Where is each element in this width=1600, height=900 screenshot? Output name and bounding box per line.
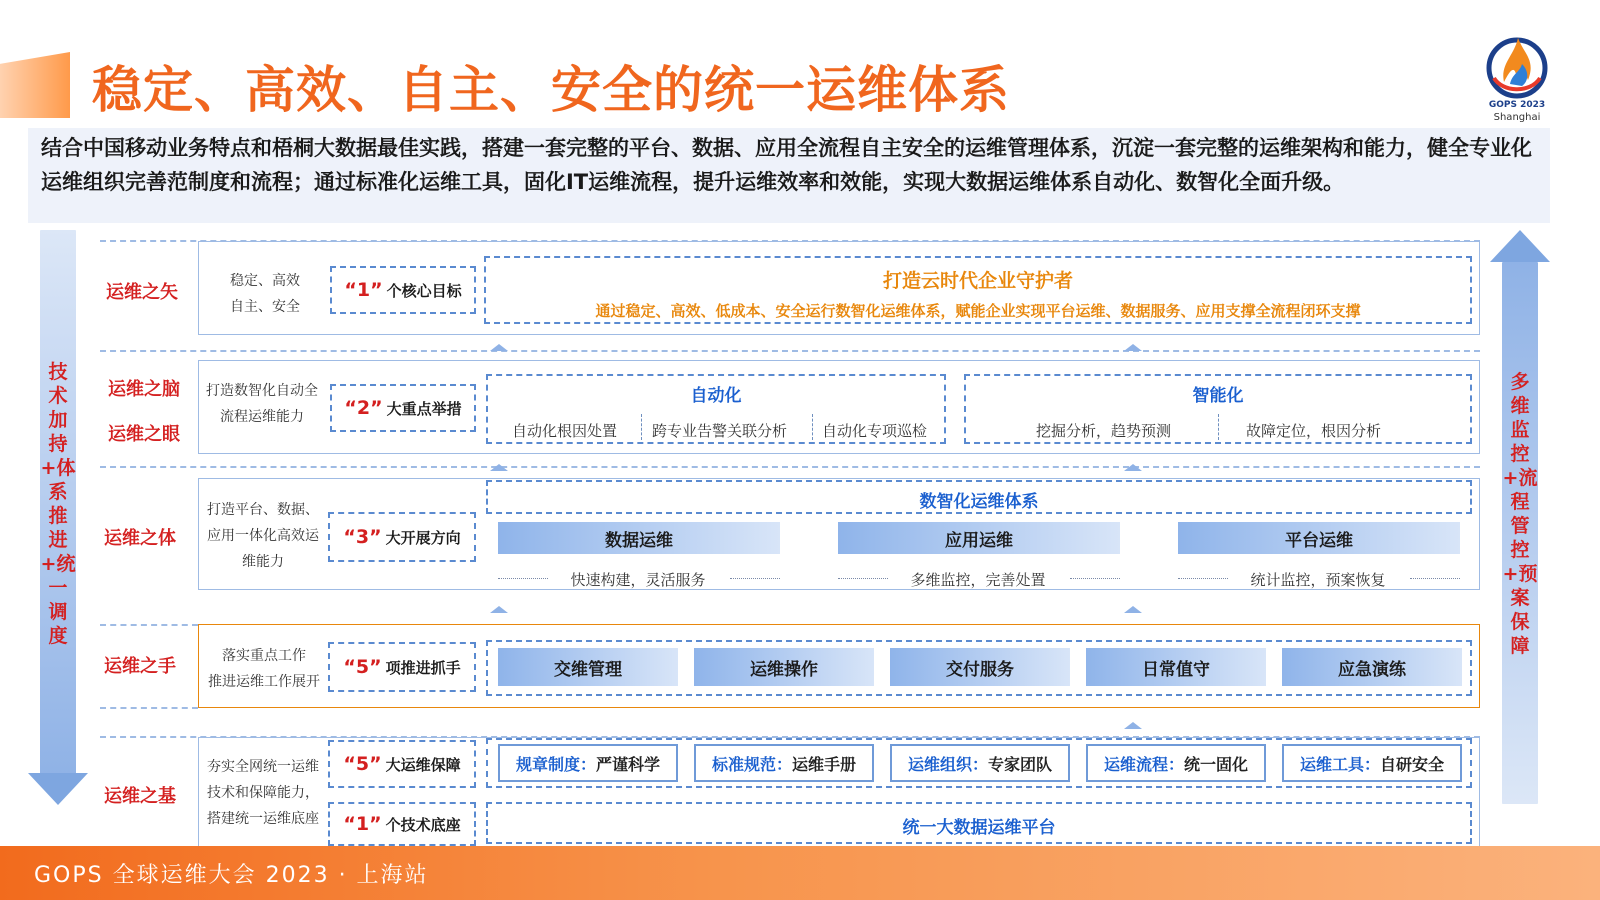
row1-key-number: “1”: [344, 279, 383, 301]
row2-label-eye: 运维之眼: [108, 424, 180, 445]
row5-label: 运维之基: [104, 786, 176, 807]
row2-desc-1: 打造数智化自动全: [206, 383, 318, 399]
row4-key-box: [328, 642, 476, 692]
row5-desc-3: 搭建统一运维底座: [207, 811, 319, 827]
row1-key-text: 个核心目标: [386, 281, 462, 300]
row1-desc-1: 稳定、高效: [230, 273, 300, 289]
dotted-line: [1178, 578, 1228, 579]
row5-key1-box: [328, 740, 476, 788]
pillar-standards: [694, 744, 874, 782]
pillar-colon: ：: [1363, 754, 1380, 774]
dotted-line: [498, 578, 548, 579]
row3-top-line: [100, 466, 1480, 468]
row4-desc-2: 推进运维工作展开: [208, 674, 320, 690]
right-arrow-head: [1490, 230, 1550, 262]
row5-desc-1: 夯实全网统一运维: [207, 759, 319, 775]
row3-label: 运维之体: [104, 528, 176, 549]
dotted-line: [1070, 578, 1120, 579]
left-arrow-head: [28, 773, 88, 805]
item-drill: 应急演练: [1282, 648, 1462, 686]
intro-paragraph: 结合中国移动业务特点和梧桐大数据最佳实践，搭建一套完整的平台、数据、应用全流程自主安全的运维管理体系，沉淀一套完整的运维架构和能力，健全专业化运维组织完善范制度和流程；通过标准化运维工具，固化IT运维流程，提升运维效率和效能，实现大数据运维体系自动化、数智化全面升级。: [28, 128, 1550, 223]
row3-key-box: [328, 512, 476, 562]
column-desc: 快速构建，灵活服务: [570, 571, 706, 589]
column-desc: 统计监控，预案恢复: [1250, 571, 1386, 589]
row4-key-text: 项推进抓手: [385, 658, 461, 677]
title-accent-bar: [0, 52, 70, 118]
item-handover: 交维管理: [498, 648, 678, 686]
pillar-value: 统一固化: [1184, 754, 1249, 774]
pillar-key: 运维流程: [1103, 754, 1168, 774]
automation-item: 跨专业告警关联分析: [652, 422, 788, 440]
row3-desc-1: 打造平台、数据、: [207, 502, 319, 518]
pillar-value: 自研安全: [1380, 754, 1445, 774]
up-arrow-icon: [490, 606, 508, 613]
row5-key2-box: [328, 802, 476, 846]
up-arrow-icon: [1124, 722, 1142, 729]
dotted-line: [730, 578, 780, 579]
up-arrow-icon: [1124, 464, 1142, 471]
row2-label-brain: 运维之脑: [108, 379, 180, 400]
dotted-line: [838, 578, 888, 579]
intelligence-title: 智能化: [1192, 386, 1244, 406]
row5-key2-text: 个技术底座: [385, 815, 461, 834]
intelligence-item: 挖掘分析，趋势预测: [1036, 422, 1172, 440]
row5-key1-number: “5”: [343, 753, 382, 775]
column-platform-ops: 平台运维: [1178, 522, 1460, 554]
platform-title: 统一大数据运维平台: [902, 818, 1056, 838]
pillar-regulations: [498, 744, 678, 782]
automation-item: 自动化专项巡检: [822, 422, 928, 440]
row2-desc-2: 流程运维能力: [220, 409, 304, 425]
pillar-value: 严谨科学: [596, 754, 661, 774]
row4-key-number: “5”: [343, 656, 382, 678]
column-app-ops: 应用运维: [838, 522, 1120, 554]
gops-flame-icon: [1480, 30, 1554, 100]
row2-key-text: 大重点举措: [386, 399, 462, 418]
row5-key1-text: 大运维保障: [385, 755, 461, 774]
gops-logo: [1480, 30, 1554, 130]
left-vertical-text: 技术加持+体系推进+统一调度: [40, 361, 76, 647]
column-desc: 多维监控，完善处置: [910, 571, 1046, 589]
separator: [1218, 414, 1219, 440]
page-title: 稳定、高效、自主、安全的统一运维体系: [92, 61, 1010, 119]
row3-key-text: 大开展方向: [385, 528, 461, 547]
pillar-colon: ：: [775, 754, 792, 774]
footer-text: GOPS 全球运维大会 2023 · 上海站: [34, 863, 429, 888]
row1-label: 运维之矢: [106, 282, 178, 303]
automation-item: 自动化根因处置: [512, 422, 618, 440]
pillar-key: 规章制度: [515, 754, 580, 774]
pillar-process: [1086, 744, 1266, 782]
automation-title: 自动化: [690, 386, 742, 406]
row1-desc-2: 自主、安全: [230, 299, 300, 315]
pillar-key: 运维工具: [1299, 754, 1364, 774]
item-on-duty: 日常值守: [1086, 648, 1266, 686]
up-arrow-icon: [1124, 344, 1142, 351]
column-data-ops: 数据运维: [498, 522, 780, 554]
row3-desc-2: 应用一体化高效运: [207, 528, 319, 544]
pillar-value: 运维手册: [792, 754, 857, 774]
row1-goal-title: 打造云时代企业守护者: [882, 270, 1073, 292]
pillar-key: 运维组织: [907, 754, 972, 774]
row1-key-box: [330, 266, 476, 314]
right-vertical-text: 多维监控+流程管控+预案保障: [1502, 371, 1538, 657]
row2-top-line: [100, 350, 1480, 352]
up-arrow-icon: [490, 344, 508, 351]
up-arrow-icon: [1124, 606, 1142, 613]
pillar-key: 标准规范: [711, 754, 776, 774]
pillar-colon: ：: [1167, 754, 1184, 774]
pillar-organization: [890, 744, 1070, 782]
row4-label: 运维之手: [104, 656, 176, 677]
intelligence-item: 故障定位，根因分析: [1246, 422, 1382, 440]
pillar-colon: ：: [579, 754, 596, 774]
row4-desc-1: 落实重点工作: [222, 648, 306, 664]
separator: [641, 414, 642, 440]
separator: [812, 414, 813, 440]
row1-goal-subtitle: 通过稳定、高效、低成本、安全运行数智化运维体系，赋能企业实现平台运维、数据服务、应用支撑全流程闭环支撑: [595, 302, 1361, 320]
row2-key-box: [330, 384, 476, 432]
row4-top-line: [100, 624, 198, 626]
digital-system-title: 数智化运维体系: [919, 492, 1039, 512]
row3-desc-3: 维能力: [242, 554, 284, 570]
up-arrow-icon: [490, 464, 508, 471]
row2-key-number: “2”: [344, 397, 383, 419]
row3-key-number: “3”: [343, 526, 382, 548]
item-operation: 运维操作: [694, 648, 874, 686]
pillar-colon: ：: [971, 754, 988, 774]
pillar-value: 专家团队: [988, 754, 1053, 774]
row5-key2-number: “1”: [343, 813, 382, 835]
logo-text-gops: GOPS 2023: [1488, 100, 1546, 110]
logo-text-city: Shanghai: [1493, 112, 1541, 123]
item-delivery: 交付服务: [890, 648, 1070, 686]
dotted-line: [1410, 578, 1460, 579]
pillar-tools: [1282, 744, 1462, 782]
row5-desc-2: 技术和保障能力，: [207, 785, 319, 801]
row4-bottom-line: [100, 707, 198, 709]
